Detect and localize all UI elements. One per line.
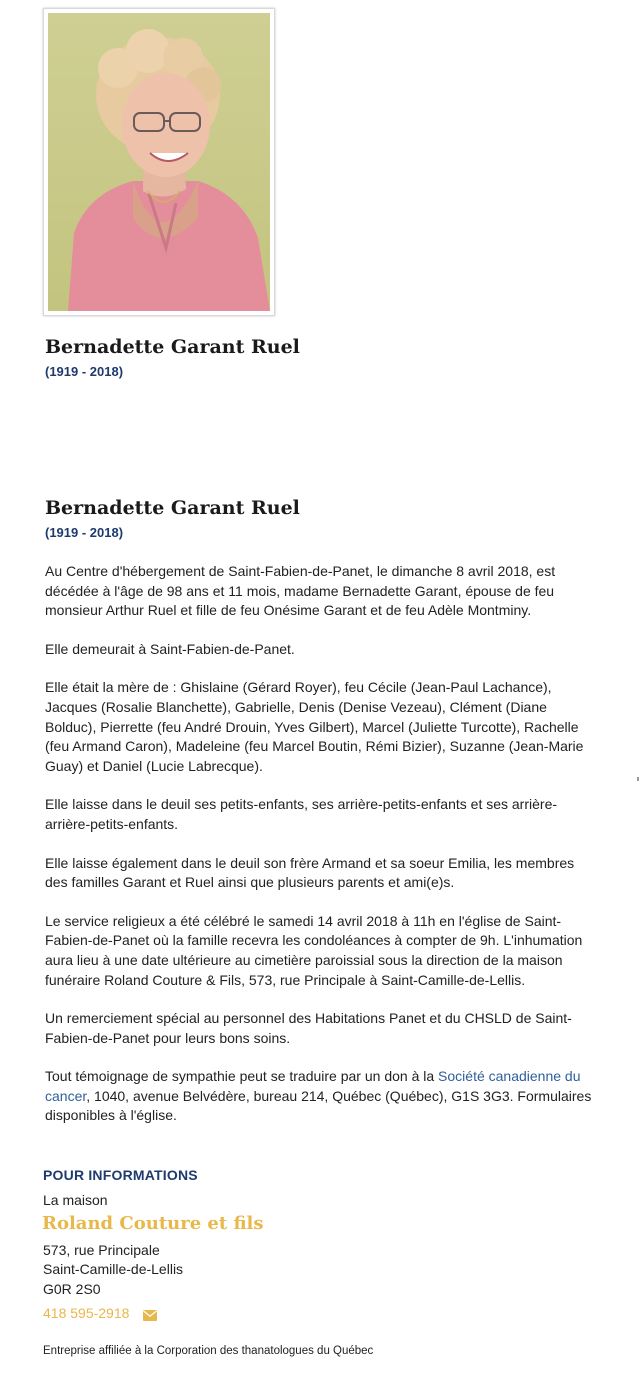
obituary-paragraph-thanks: Un remerciement spécial au personnel des Habitations Panet et du CHSLD de Saint-Fabien-de-Panet pour leurs bons soins. bbox=[45, 1010, 572, 1046]
obituary-name: Bernadette Garant Ruel bbox=[45, 497, 300, 519]
header-name: Bernadette Garant Ruel bbox=[45, 336, 300, 358]
obituary-text bbox=[45, 562, 597, 1145]
obituary-paragraph-donation bbox=[45, 1067, 597, 1126]
address-street: 573, rue Principale bbox=[43, 1242, 160, 1258]
portrait-photo bbox=[43, 8, 275, 316]
portrait-image bbox=[48, 13, 270, 311]
obituary-years: (1919 - 2018) bbox=[45, 525, 124, 540]
info-intro: La maison bbox=[43, 1192, 108, 1208]
phone-link[interactable]: 418 595-2918 bbox=[43, 1305, 130, 1321]
donation-suffix: , 1040, avenue Belvédère, bureau 214, Québec (Québec), G1S 3G3. Formulaires disponibles à l'église. bbox=[45, 1087, 592, 1124]
obituary-paragraph-children: Elle était la mère de : Ghislaine (Gérard Royer), feu Cécile (Jean-Paul Lachance), Jacques (Rosalie Blanchette), Gabrielle, Denis (Denise Vezeau), Clément (Diane Bolduc), Pierrette (feu André Drouin, Yves Gilbert), Marcel (Juliette Turcotte), Rachelle (feu Armand Caron), Madeleine (feu Marcel Boutin, Rémi Bizier), Suzanne (Jean-Marie Guay) et Daniel (Lucie Labrecque). bbox=[45, 679, 584, 774]
obituary-paragraph-death: Au Centre d'hébergement de Saint-Fabien-de-Panet, le dimanche 8 avril 2018, est décédée à l'âge de 98 ans et 11 mois, madame Bernadette Garant, épouse de feu monsieur Arthur Ruel et fille de feu Onésime Garant et de feu Adèle Montminy. bbox=[45, 563, 556, 619]
donation-prefix: Tout témoignage de sympathie peut se traduire par un don à la bbox=[45, 1068, 439, 1085]
address-city: Saint-Camille-de-Lellis bbox=[43, 1261, 184, 1277]
obituary-paragraph-grandchildren: Elle laisse dans le deuil ses petits-enfants, ses arrière-petits-enfants et ses arrière-arrière-petits-enfants. bbox=[45, 796, 558, 832]
header-years: (1919 - 2018) bbox=[45, 364, 124, 379]
affiliation-note: Entreprise affiliée à la Corporation des thanatologues du Québec bbox=[43, 1345, 374, 1357]
obituary-paragraph-residence: Elle demeurait à Saint-Fabien-de-Panet. bbox=[45, 640, 295, 657]
funeral-home-name[interactable]: Roland Couture et fils bbox=[42, 1213, 264, 1234]
obituary-paragraph-service: Le service religieux a été célébré le samedi 14 avril 2018 à 11h en l'église de Saint-Fabien-de-Panet où la famille recevra les condoléances à compter de 9h. L'inhumation aura lieu à une date ultérieure au cimetière paroissial sous la direction de la maison funéraire Roland Couture & Fils, 573, rue Principale à Saint-Camille-de-Lellis. bbox=[45, 912, 583, 988]
info-heading: POUR INFORMATIONS bbox=[43, 1167, 198, 1183]
envelope-icon[interactable] bbox=[143, 1308, 157, 1319]
address-postal-code: G0R 2S0 bbox=[43, 1281, 101, 1297]
contact-row bbox=[43, 1305, 157, 1321]
obituary-paragraph-siblings: Elle laisse également dans le deuil son frère Armand et sa soeur Emilia, les membres des familles Garant et Ruel ainsi que plusieurs parents et ami(e)s. bbox=[45, 854, 575, 891]
scroll-indicator bbox=[637, 777, 639, 781]
donation-link[interactable]: Société canadienne du cancer bbox=[45, 1068, 581, 1104]
